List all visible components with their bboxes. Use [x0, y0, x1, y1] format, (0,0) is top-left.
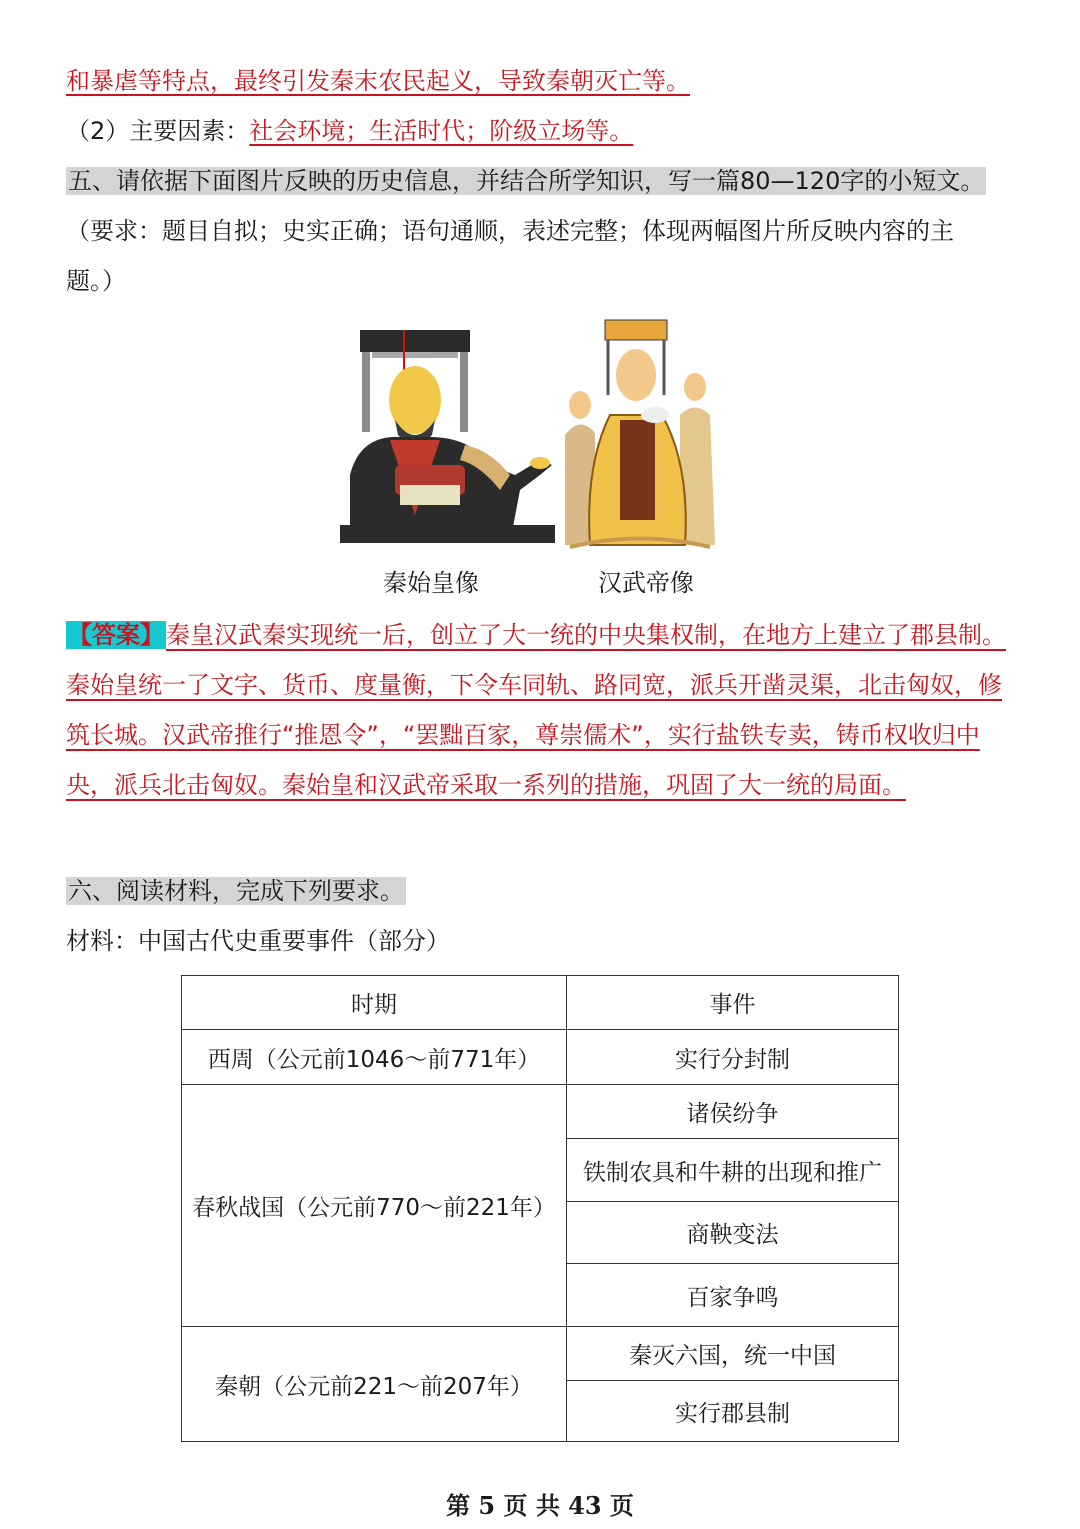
q5-answer-text: 秦皇汉武秦实现统一后，创立了大一统的中央集权制，在地方上建立了郡县制。秦始皇统一了文字、货币、度量衡，下令车同轨、路同宽，派兵开凿灵渠，北击匈奴，修筑长城。汉武帝推行“推恩令”，“罢黜百家，尊崇儒术”，实行盐铁专卖，铸币权收归中央，派兵北击匈奴。秦始皇和汉武帝采取一系列的措施，巩固了大一统的局面。 [66, 621, 1006, 799]
page-footer: 第 5 页 共 43 页 [446, 1491, 634, 1520]
period-cell: 秦朝（公元前221～前207年） [182, 1327, 567, 1442]
event-cell: 商鞅变法 [567, 1202, 899, 1264]
event-cell: 实行郡县制 [567, 1381, 899, 1442]
table-row [182, 1085, 899, 1139]
event-cell: 秦灭六国，统一中国 [567, 1327, 899, 1381]
event-cell: 铁制农具和牛耕的出现和推广 [567, 1139, 899, 1202]
event-cell: 实行分封制 [567, 1030, 899, 1085]
q2-line [66, 114, 633, 148]
q2-label: （2）主要因素： [66, 117, 250, 145]
han-wudi-portrait [560, 315, 760, 550]
table-row [182, 1030, 899, 1085]
answer-tag: 【答案】 [68, 621, 164, 649]
table-row [182, 1327, 899, 1381]
q6-title [66, 874, 406, 908]
header-period: 时期 [182, 976, 567, 1030]
q6-title-text: 六、阅读材料，完成下列要求。 [68, 877, 404, 905]
prev-answer-line: 和暴虐等特点，最终引发秦末农民起义，导致秦朝灭亡等。 [66, 67, 690, 95]
q2-answer: 社会环境；生活时代；阶级立场等。 [249, 117, 634, 145]
caption-qin-shihuang: 秦始皇像 [383, 569, 479, 597]
period-cell: 春秋战国（公元前770～前221年） [182, 1085, 567, 1327]
event-cell: 百家争鸣 [567, 1264, 899, 1327]
events-table [181, 975, 899, 1442]
q5-answer [66, 610, 1016, 810]
q5-requirement-line1: （要求：题目自拟；史实正确；语句通顺，表述完整；体现两幅图片所反映内容的主 [66, 217, 954, 245]
q5-title-text: 五、请依据下面图片反映的历史信息，并结合所学知识，写一篇80—120字的小短文。 [68, 167, 985, 195]
qin-shihuang-portrait [340, 325, 555, 543]
period-cell: 西周（公元前1046～前771年） [182, 1030, 567, 1085]
caption-han-wudi: 汉武帝像 [598, 569, 694, 597]
header-event: 事件 [567, 976, 899, 1030]
q5-requirement-line2: 题。） [66, 267, 126, 295]
q5-title [66, 164, 986, 198]
q6-material: 材料：中国古代史重要事件（部分） [66, 927, 450, 955]
event-cell: 诸侯纷争 [567, 1085, 899, 1139]
